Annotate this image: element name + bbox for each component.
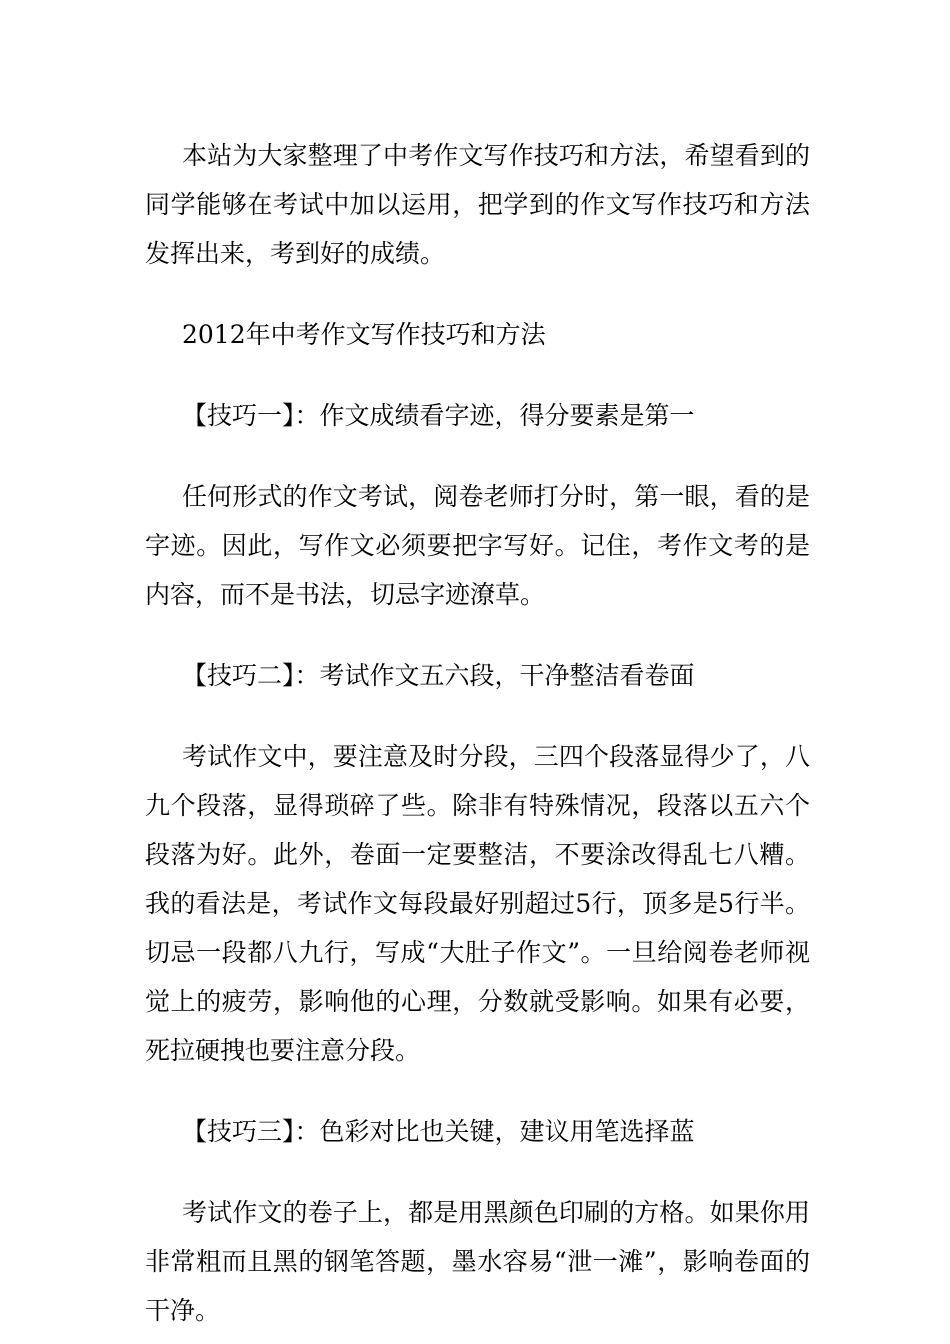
- tip2-heading: 【技巧二】：考试作文五六段，干净整洁看卷面: [182, 661, 695, 690]
- intro-paragraph: 本站为大家整理了中考作文写作技巧和方法，希望看到的同学能够在考试中加以运用，把学到的作文写作技巧和方法发挥出来，考到好的成绩。: [145, 141, 810, 268]
- tip3-paragraph: 考试作文的卷子上，都是用黑颜色印刷的方格。如果你用非常粗而且黑的钢笔答题，墨水容易“泄一滩”，影响卷面的干净。: [145, 1198, 810, 1325]
- tip1-heading: 【技巧一】：作文成绩看字迹，得分要素是第一: [182, 401, 695, 430]
- tip2-paragraph: 考试作文中，要注意及时分段，三四个段落显得少了，八九个段落，显得琐碎了些。除非有特殊情况，段落以五六个段落为好。此外，卷面一定要整洁，不要涂改得乱七八糟。我的看法是，考试作文每段最好别超过5行，顶多是5行半。切忌一段都八九行，写成“大肚子作文”。一旦给阅卷老师视觉上的疲劳，影响他的心理，分数就受影响。如果有必要，死拉硬拽也要注意分段。: [145, 742, 810, 1065]
- tip1-paragraph: 任何形式的作文考试，阅卷老师打分时，第一眼，看的是字迹。因此，写作文必须要把字写好。记住，考作文考的是内容，而不是书法，切忌字迹潦草。: [145, 482, 810, 609]
- document-body: [145, 131, 810, 1335]
- tip3-heading: 【技巧三】：色彩对比也关键，建议用笔选择蓝: [182, 1117, 695, 1146]
- document-title: 2012年中考作文写作技巧和方法: [182, 320, 546, 349]
